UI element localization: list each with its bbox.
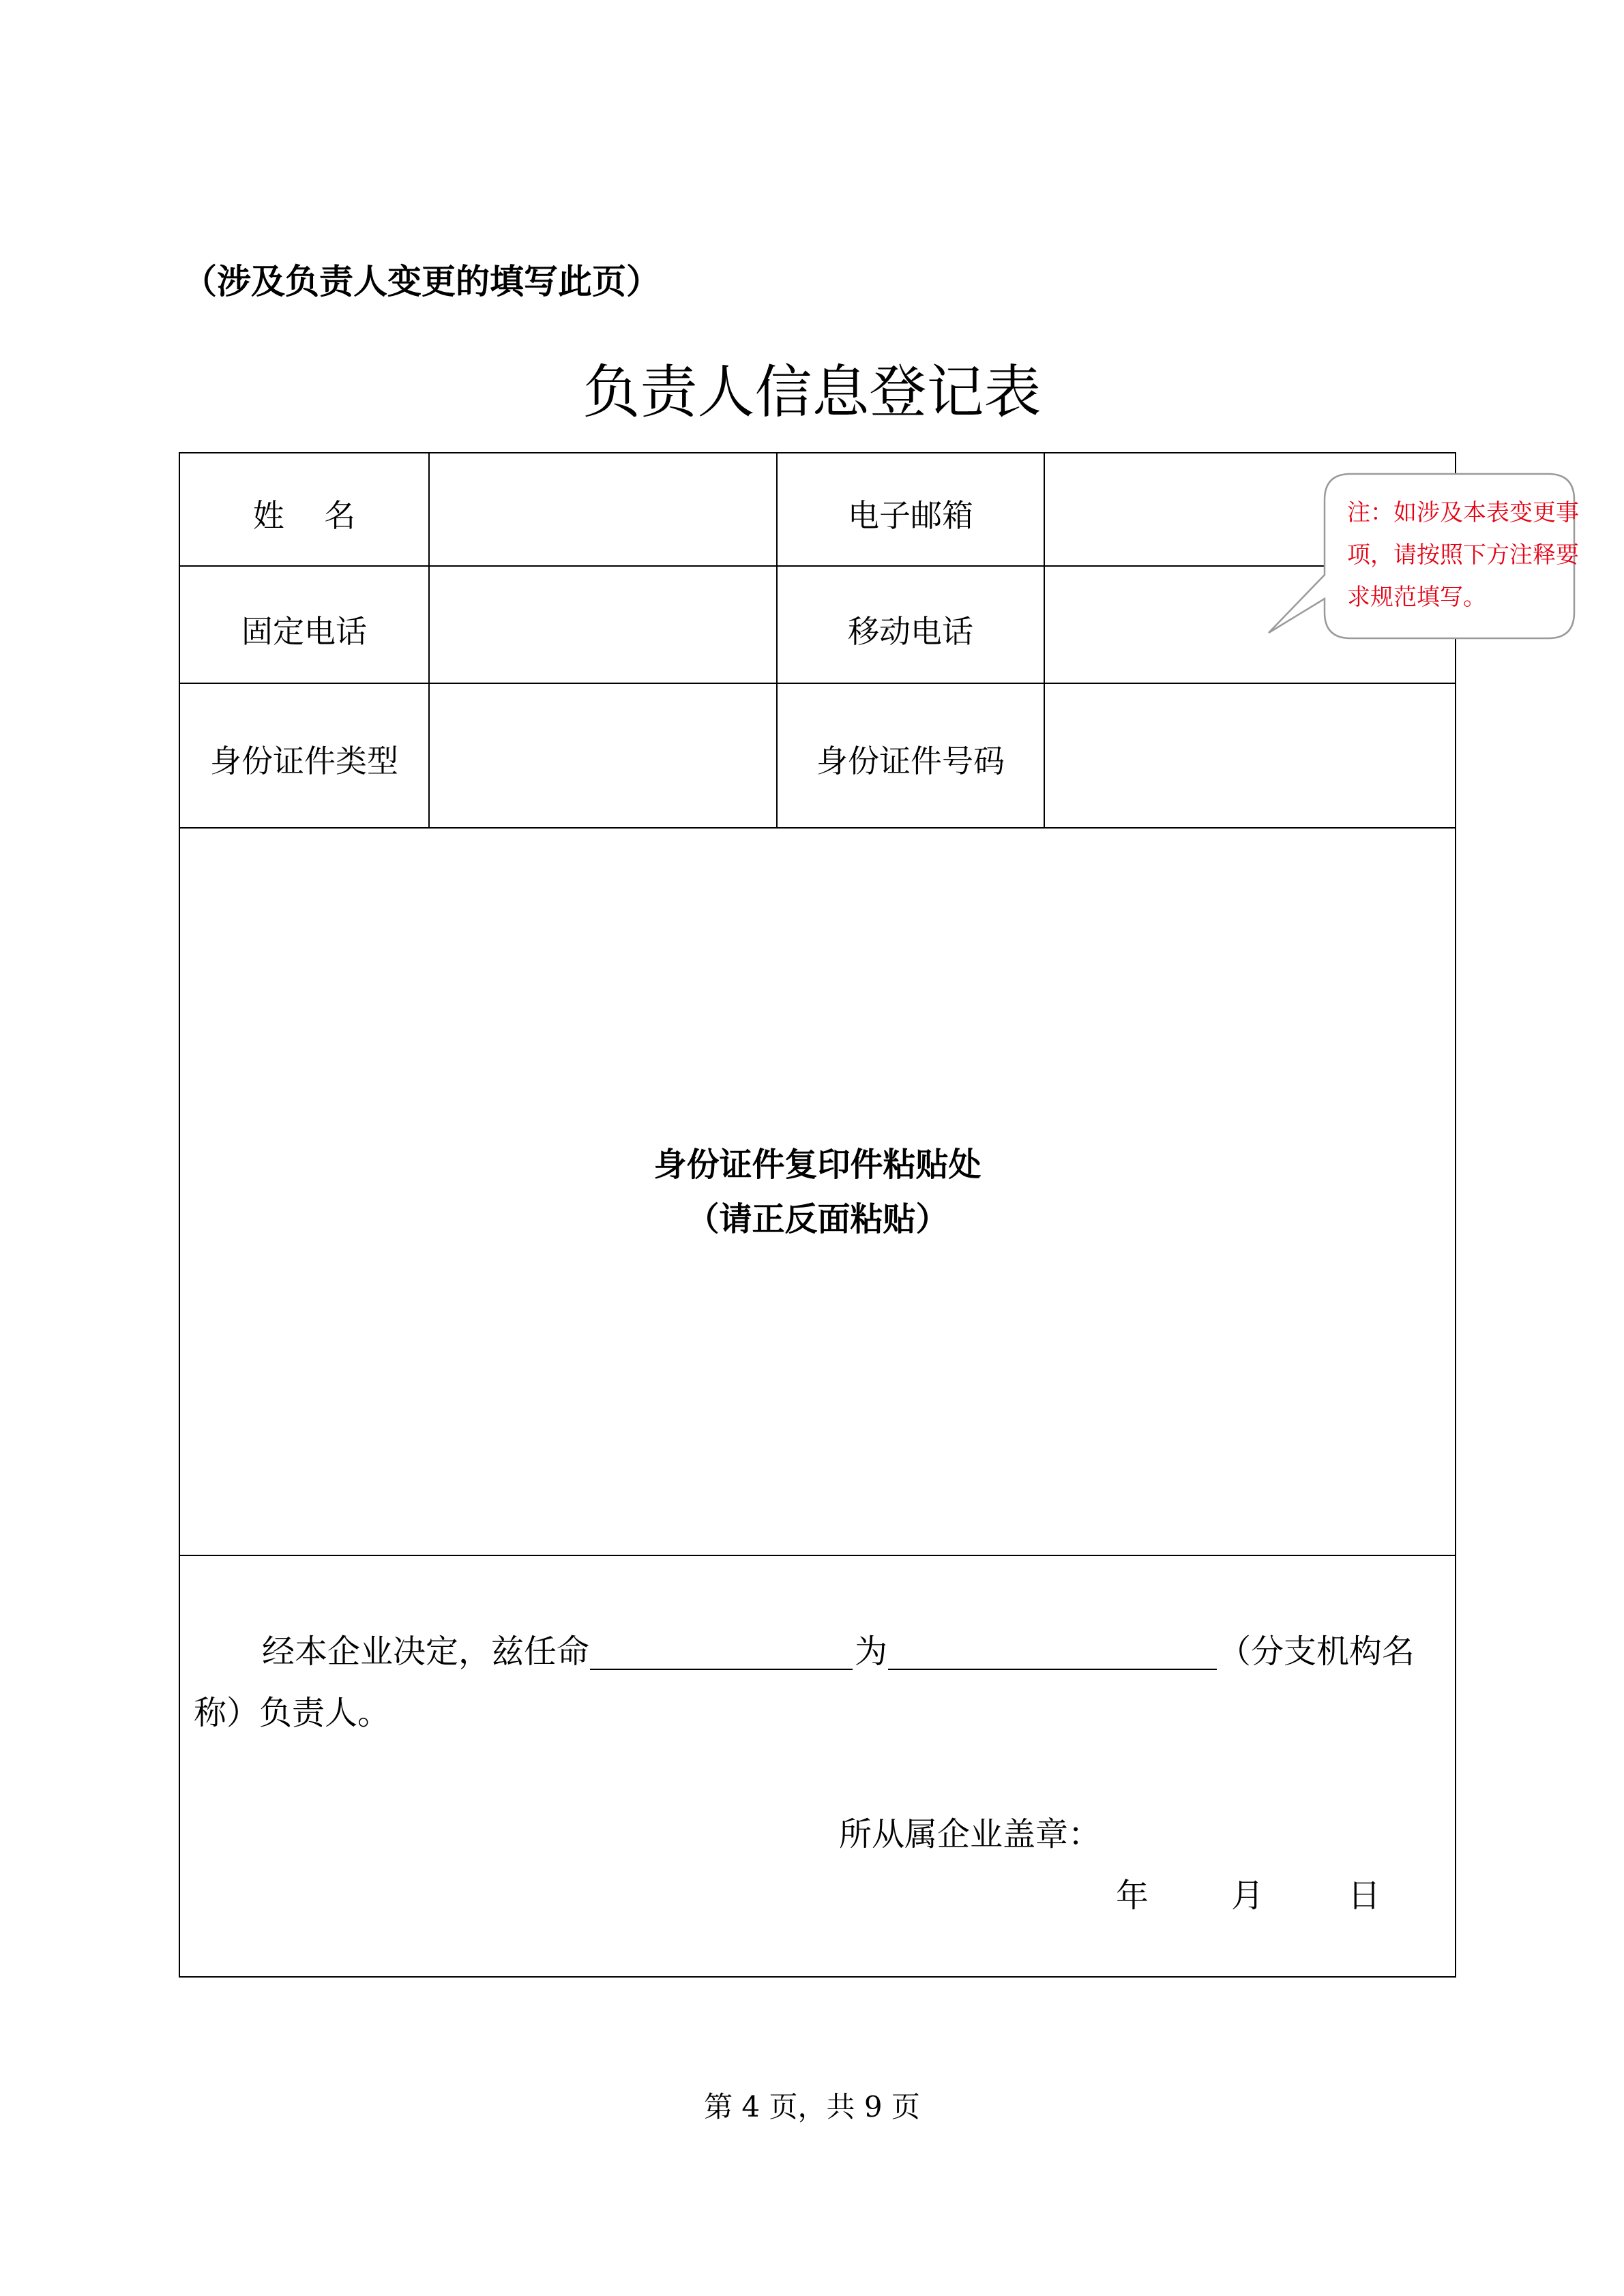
id-type-field[interactable] [430,684,776,827]
id-number-field[interactable] [1045,684,1455,827]
page-number: 第 4 页，共 9 页 [704,2090,920,2123]
callout-text: 注：如涉及本表变更事 项，请按照下方注释要 求规范填写。 [1347,499,1579,611]
id-copy-paste-area [180,829,1455,1555]
appointment-middle: 为 [855,1632,888,1671]
id-type-label: 身份证件类型 [210,743,398,779]
name-field[interactable] [430,453,776,565]
landline-label: 固定电话 [241,613,367,650]
comment-callout [1316,473,1579,640]
landline-field[interactable] [430,567,776,683]
name-label: 姓 名 [252,497,356,534]
date-month: 月 [1231,1877,1265,1915]
email-label: 电子邮箱 [848,497,973,534]
branch-name-blank[interactable] [888,1669,1217,1670]
id-number-label: 身份证件号码 [816,743,1005,779]
mobile-label: 移动电话 [848,613,973,650]
date-day: 日 [1348,1877,1381,1915]
appointee-name-blank[interactable] [590,1669,853,1670]
appointment-line2: 称）负责人。 [194,1694,391,1732]
paste-area-title: 身份证件复印件粘贴处 [653,1145,981,1184]
paste-area-hint: （请正反面粘贴） [686,1199,949,1238]
date-year: 年 [1116,1877,1149,1915]
instruction-note: （涉及负责人变更的填写此页） [183,261,660,301]
appointment-suffix: （分支机构名 [1218,1632,1415,1671]
appointment-prefix: 经本企业决定，兹任命 [262,1632,590,1671]
table-row-divider [179,1555,1456,1556]
seal-label: 所从属企业盖章： [839,1815,1102,1853]
form-title: 负责人信息登记表 [582,359,1042,426]
